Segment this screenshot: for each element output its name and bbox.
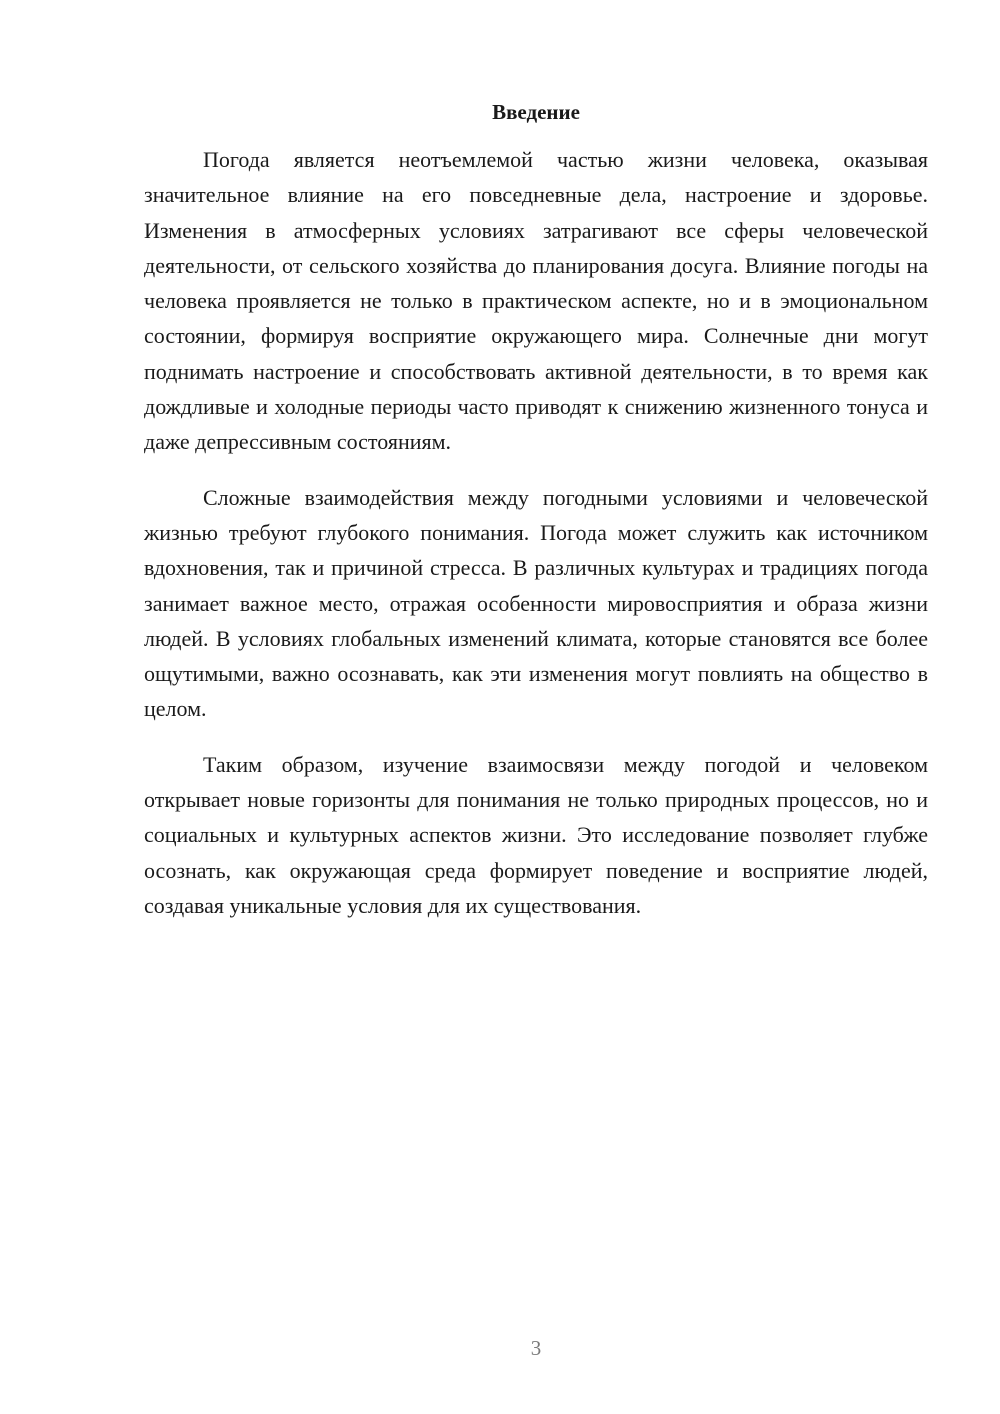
paragraph-3: Таким образом, изучение взаимосвязи между погодой и человеком открывает новые горизонты для понимания не только природных процессов, но и социальных и культурных аспектов жизни. Это исследование позволяет глубже осознать, как окружающая среда формирует поведение и восприятие людей, создавая уникальные условия для их существования. — [144, 751, 928, 918]
section-heading: Введение — [492, 100, 580, 124]
paragraph-2: Сложные взаимодействия между погодными условиями и человеческой жизнью требуют глубокого понимания. Погода может служить как источником вдохновения, так и причиной стресса. В различных культурах и традициях погода занимает важное место, отражая особенности мировосприятия и образа жизни людей. В условиях глобальных изменений климата, которые становятся все более ощутимыми, важно осознавать, как эти изменения могут повлиять на общество в целом. — [144, 484, 928, 722]
body-text — [144, 142, 928, 943]
page-number: 3 — [530, 1336, 542, 1360]
paragraph-1: Погода является неотъемлемой частью жизни человека, оказывая значительное влияние на его повседневные дела, настроение и здоровье. Изменения в атмосферных условиях затрагивают все сферы человеческой деятельности, от сельского хозяйства до планирования досуга. Влияние погоды на человека проявляется не только в практическом аспекте, но и в эмоциональном состоянии, формируя восприятие окружающего мира. Солнечные дни могут поднимать настроение и способствовать активной деятельности, в то время как дождливые и холодные периоды часто приводят к снижению жизненного тонуса и даже депрессивным состояниям. — [144, 147, 928, 455]
